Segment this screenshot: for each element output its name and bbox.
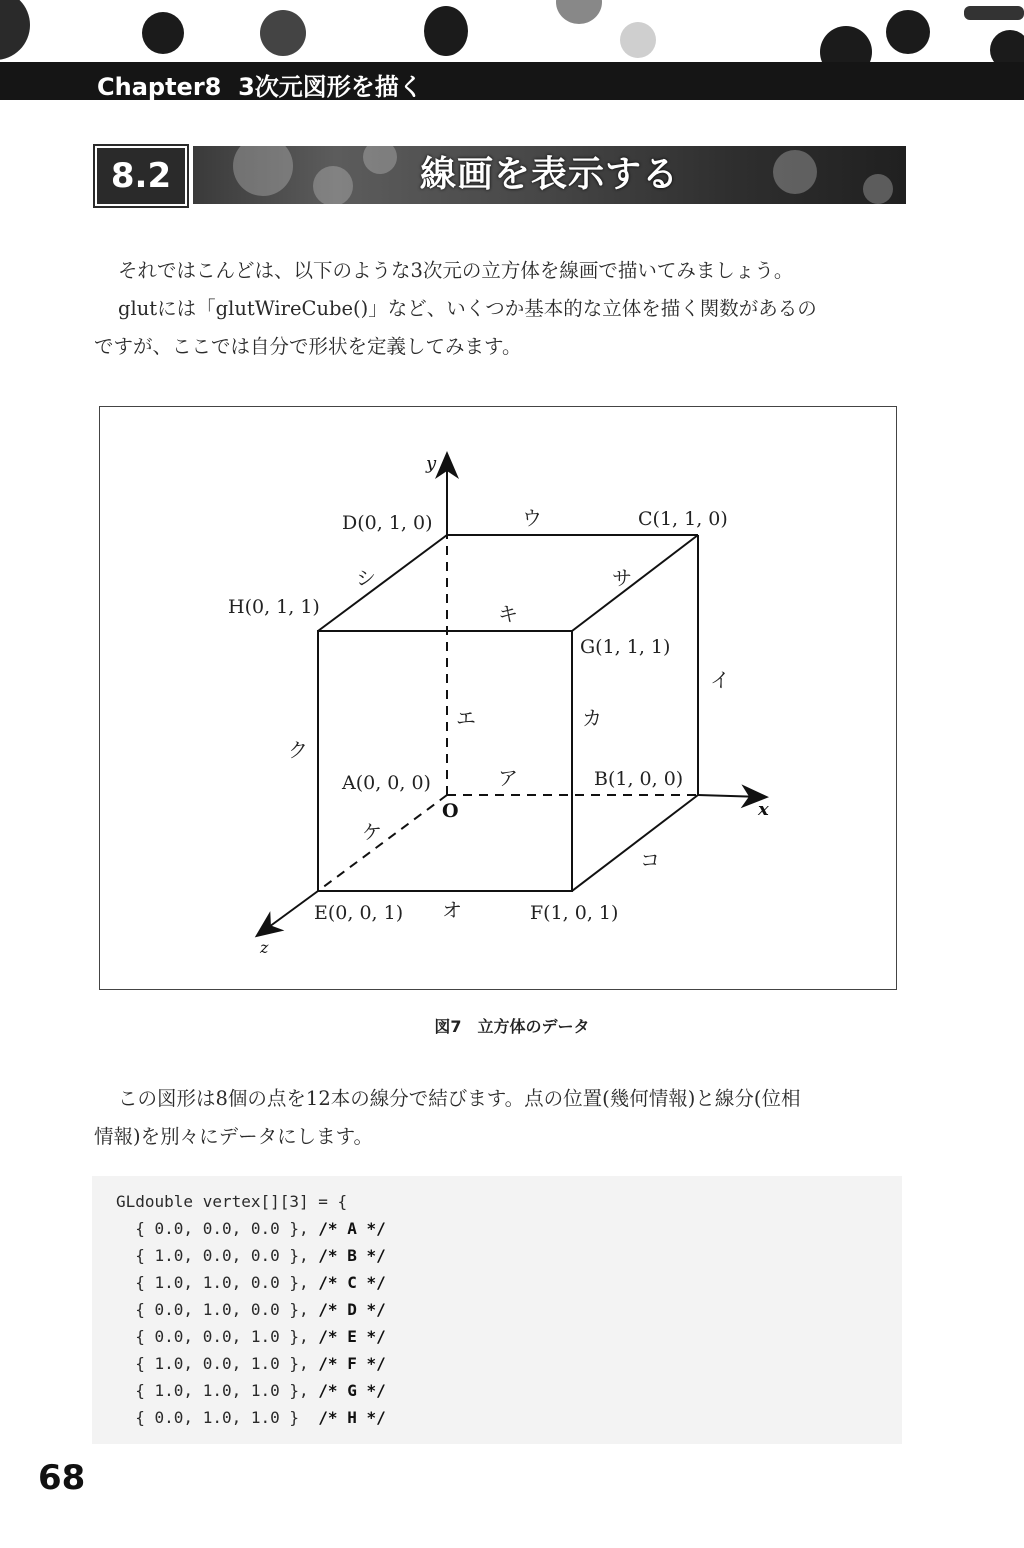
label-origin: O — [442, 800, 459, 822]
label-edge-i: イ — [710, 668, 730, 692]
intro-line-2: glutには「glutWireCube()」など、いくつか基本的な立体を描く関数があるの — [118, 297, 817, 320]
code-vertex-values: { 1.0, 1.0, 0.0 }, — [116, 1273, 319, 1292]
label-vertex-E: E(0, 0, 1) — [314, 902, 404, 924]
label-edge-ke: ケ — [362, 820, 382, 844]
body-paragraph — [94, 1080, 906, 1156]
label-edge-ka: カ — [582, 706, 602, 730]
label-edge-shi: シ — [356, 566, 376, 590]
code-line-vertex — [116, 1219, 386, 1238]
section-number: 8.2 — [95, 146, 187, 206]
label-edge-u: ウ — [522, 506, 542, 530]
label-axis-x: x — [758, 799, 769, 820]
intro-line-3: ですが、ここでは自分で形状を定義してみます。 — [94, 335, 522, 358]
code-comment: /* B */ — [318, 1246, 386, 1265]
code-comment: /* H */ — [318, 1408, 386, 1427]
code-vertex-values: { 1.0, 0.0, 0.0 }, — [116, 1246, 319, 1265]
body-line-2: 情報)を別々にデータにします。 — [94, 1125, 374, 1148]
code-comment: /* D */ — [318, 1300, 386, 1319]
edge-ke — [318, 795, 447, 891]
label-axis-y: y — [426, 453, 437, 474]
figure-frame — [99, 406, 897, 990]
label-vertex-F: F(1, 0, 1) — [530, 902, 619, 924]
label-edge-ki: キ — [498, 602, 518, 626]
body-line-1: この図形は8個の点を12本の線分で結びます。点の位置(幾何情報)と線分(位相 — [118, 1087, 801, 1110]
label-edge-e: エ — [456, 706, 476, 730]
chapter-label: Chapter8 — [97, 73, 222, 101]
label-vertex-H: H(0, 1, 1) — [228, 596, 320, 618]
code-comment: /* E */ — [318, 1327, 386, 1346]
chapter-title: 3次元図形を描く — [238, 73, 423, 101]
section-title: 線画を表示する — [419, 154, 679, 195]
label-edge-sa: サ — [612, 566, 632, 590]
code-comment: /* G */ — [318, 1381, 386, 1400]
label-edge-ko: コ — [640, 848, 660, 872]
label-vertex-B: B(1, 0, 0) — [594, 768, 684, 790]
intro-paragraph — [94, 252, 906, 366]
edge-shi — [318, 535, 447, 631]
code-line-vertex — [116, 1354, 386, 1373]
edge-sa — [572, 535, 698, 631]
section-title-bar — [193, 146, 906, 204]
code-line-vertex — [116, 1273, 386, 1292]
front-face — [318, 631, 572, 891]
label-vertex-G: G(1, 1, 1) — [580, 636, 671, 658]
edge-ko — [572, 795, 698, 891]
chapter-header — [0, 62, 1024, 100]
code-comment: /* C */ — [318, 1273, 386, 1292]
code-vertex-values: { 0.0, 1.0, 0.0 }, — [116, 1300, 319, 1319]
code-vertex-values: { 0.0, 0.0, 0.0 }, — [116, 1219, 319, 1238]
page-number: 68 — [38, 1458, 86, 1498]
cube-diagram — [100, 407, 898, 991]
code-vertex-values: { 0.0, 1.0, 1.0 } — [116, 1408, 319, 1427]
label-edge-a: ア — [498, 766, 518, 790]
x-axis — [698, 795, 765, 797]
code-comment: /* F */ — [318, 1354, 386, 1373]
code-vertex-values: { 1.0, 1.0, 1.0 }, — [116, 1381, 319, 1400]
code-line-declaration: GLdouble vertex[][3] = { — [116, 1192, 348, 1211]
code-line-vertex — [116, 1300, 386, 1319]
label-vertex-D: D(0, 1, 0) — [342, 512, 433, 534]
label-vertex-A: A(0, 0, 0) — [342, 772, 431, 794]
code-line-vertex — [116, 1246, 386, 1265]
label-edge-ku: ク — [288, 738, 308, 762]
code-vertex-values: { 0.0, 0.0, 1.0 }, — [116, 1327, 319, 1346]
code-vertex-values: { 1.0, 0.0, 1.0 }, — [116, 1354, 319, 1373]
code-line-vertex — [116, 1408, 386, 1427]
code-comment: /* A */ — [318, 1219, 386, 1238]
chapter-heading — [97, 67, 423, 102]
z-axis — [258, 891, 318, 935]
code-line-vertex — [116, 1327, 386, 1346]
code-line-vertex — [116, 1381, 386, 1400]
label-edge-o: オ — [442, 898, 462, 922]
intro-line-1: それではこんどは、以下のような3次元の立方体を線画で描いてみましょう。 — [118, 259, 794, 282]
label-axis-z: z — [260, 938, 269, 957]
figure-caption: 図7 立方体のデータ — [434, 1017, 590, 1036]
label-vertex-C: C(1, 1, 0) — [638, 508, 728, 530]
